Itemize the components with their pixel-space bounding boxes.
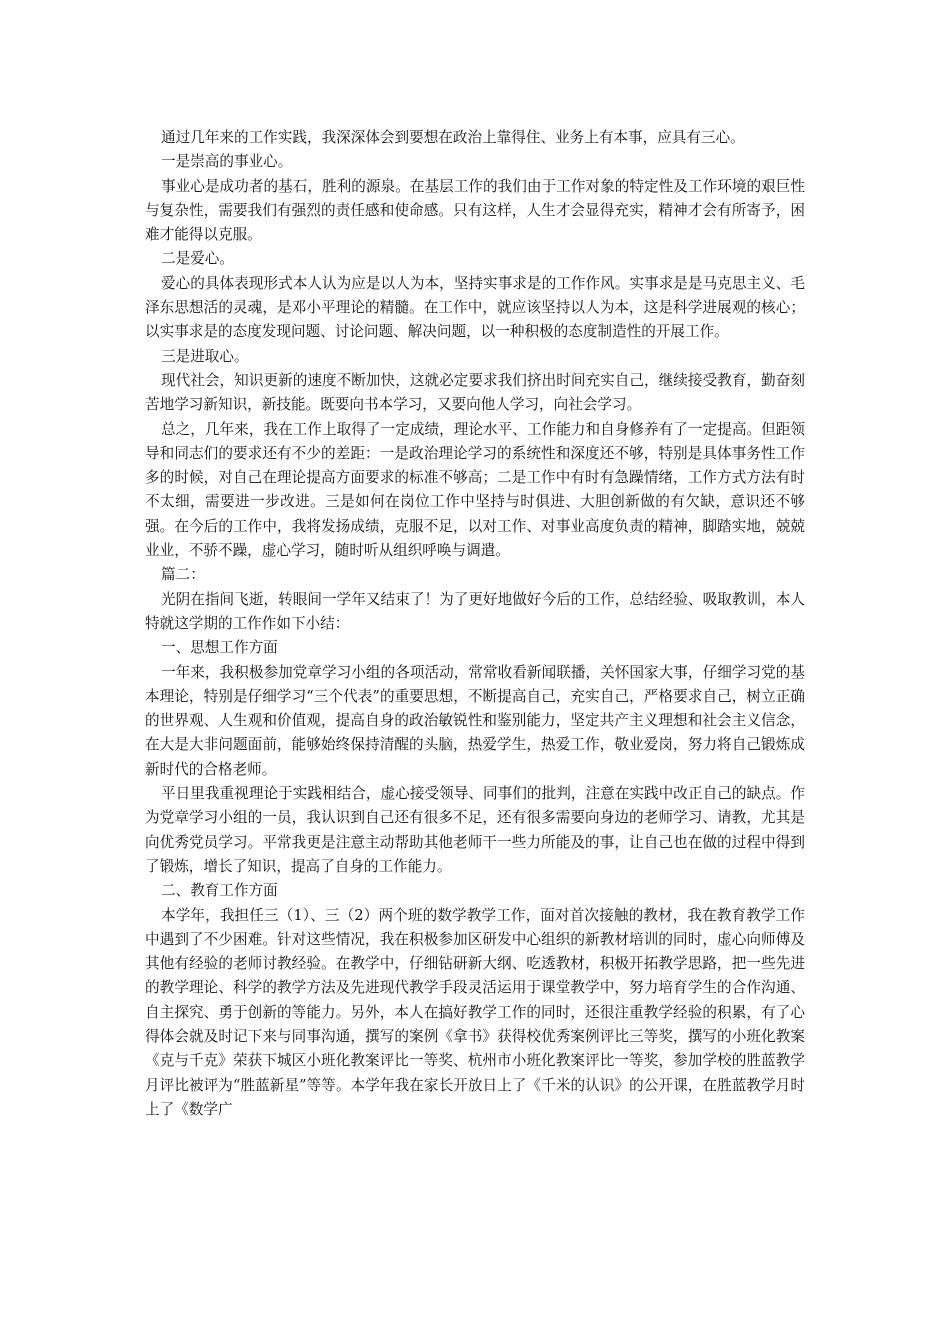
document-body — [145, 126, 805, 1122]
paragraph-intro: 通过几年来的工作实践，我深深体会到要想在政治上靠得住、业务上有本事，应具有三心。 — [161, 129, 745, 146]
paragraph-education: 本学年，我担任三（1）、三（2）两个班的数学教学工作，面对首次接触的教材，我在教育教学工作中遇到了不少困难。针对这些情况，我在积极参加区研发中心组织的新教材培训的同时，虚心向师傅及其他有经验的老师讨教经验。在教学中，仔细钻研新大纲、吃透教材，积极开拓教学思路，把一些先进的教学理论、科学的教学方法及先进现代教学手段灵活运用于课堂教学中，努力培育学生的合作沟通、自主探究、勇于创新的等能力。另外，本人在搞好教学工作的同时，还很注重教学经验的积累，有了心得体会就及时记下来与同事沟通，撰写的案例《拿书》获得校优秀案例评比三等奖，撰写的小班化教案《克与千克》荣获下城区小班化教案评比一等奖、杭州市小班化教案评比一等奖，参加学校的胜蓝教学月评比被评为“胜蓝新星”等等。本学年我在家长开放日上了《千米的认识》的公开课，在胜蓝教学月时上了《数学广 — [145, 906, 805, 1118]
paragraph-part-two-intro: 光阴在指间飞逝，转眼间一学年又结束了！为了更好地做好今后的工作，总结经验、吸取教训，本人特就这学期的工作作如下小结： — [145, 590, 805, 632]
paragraph-ideology-1: 一年来，我积极参加党章学习小组的各项活动，常常收看新闻联播，关怀国家大事，仔细学习党的基本理论，特别是仔细学习“三个代表”的重要思想，不断提高自己，充实自己，严格要求自己，树立正确的世界观、人生观和价值观，提高自身的政治敏锐性和鉴别能力，坚定共产主义理想和社会主义信念，在大是大非问题面前，能够始终保持清醒的头脑，热爱学生，热爱工作，敬业爱岗，努力将自己锻炼成新时代的合格老师。 — [145, 663, 805, 778]
heading-love-heart: 二是爱心。 — [161, 250, 234, 268]
heading-ambition: 三是进取心。 — [161, 347, 249, 365]
paragraph-ambition: 现代社会，知识更新的速度不断加快，这就必定要求我们挤出时间充实自己，继续接受教育，勤奋刻苦地学习新知识，新技能。既要向书本学习，又要向他人学习，向社会学习。 — [145, 371, 805, 414]
paragraph-love-heart: 爱心的具体表现形式本人认为应是以人为本，坚持实事求是的工作作风。实事求是是马克思主义、毛泽东思想活的灵魂，是邓小平理论的精髓。在工作中，就应该坚持以人为本，这是科学进展观的核心；以实事求是的态度发现问题、讨论问题、解决问题，以一种积极的态度制造性的开展工作。 — [145, 274, 805, 341]
paragraph-career-heart: 事业心是成功者的基石，胜利的源泉。在基层工作的我们由于工作对象的特定性及工作环境的艰巨性与复杂性，需要我们有强烈的责任感和使命感。只有这样，人生才会显得充实，精神才会有所寄予，困难才能得以克服。 — [145, 177, 805, 244]
heading-career-heart: 一是崇高的事业心。 — [161, 153, 293, 171]
section-heading-part-two: 篇二： — [161, 566, 205, 584]
paragraph-ideology-2: 平日里我重视理论于实践相结合，虚心接受领导、同事们的批判，注意在实践中改正自己的缺点。作为党章学习小组的一员，我认识到自己还有很多不足，还有很多需要向身边的老师学习、请教，尤其是向优秀党员学习。平常我更是注意主动帮助其他老师干一些力所能及的事，让自己也在做的过程中得到了锻炼，增长了知识，提高了自身的工作能力。 — [145, 785, 805, 875]
heading-education-work: 二、教育工作方面 — [161, 882, 278, 900]
heading-ideology-work: 一、思想工作方面 — [161, 639, 278, 657]
paragraph-summary: 总之，几年来，我在工作上取得了一定成绩，理论水平、工作能力和自身修养有了一定提高。但距领导和同志们的要求还有不少的差距：一是政治理论学习的系统性和深度还不够，特别是具体事务性工作多的时候，对自己在理论提高方面要求的标准不够高；二是工作中有时有急躁情绪，工作方式方法有时不太细，需要进一步改进。三是如何在岗位工作中坚持与时俱进、大胆创新做的有欠缺，意识还不够强。在今后的工作中，我将发扬成绩，克服不足，以对工作、对事业高度负责的精神，脚踏实地，兢兢业业，不骄不躁，虚心学习，随时听从组织呼唤与调遣。 — [145, 420, 805, 560]
